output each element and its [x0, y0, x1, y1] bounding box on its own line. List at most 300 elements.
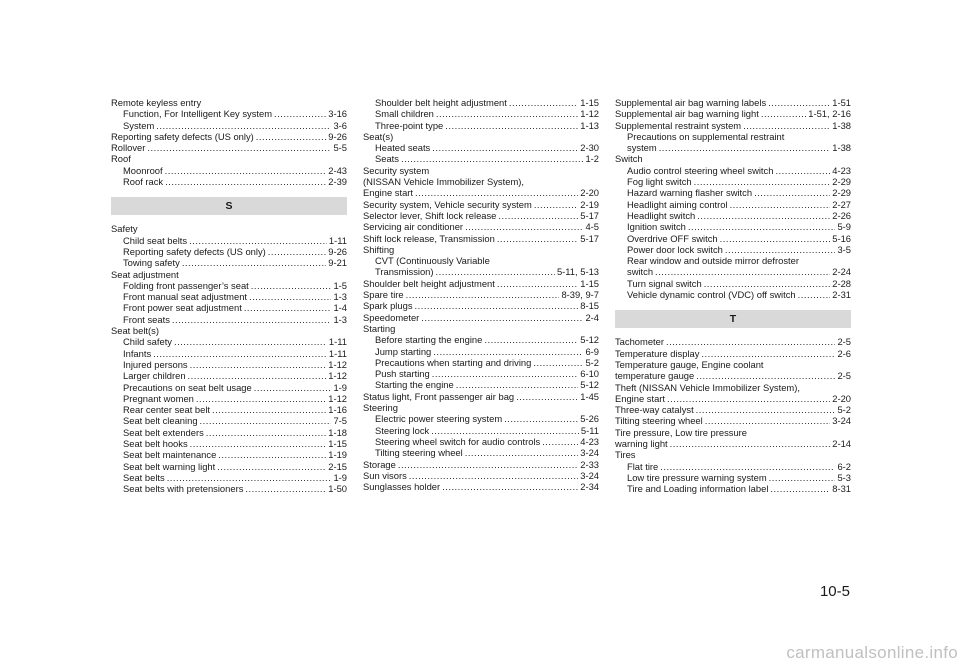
dot-leader — [542, 436, 578, 447]
index-subentry — [363, 368, 599, 379]
page-reference: 2-30 — [580, 142, 599, 154]
dot-leader — [666, 336, 835, 347]
page-reference: 1-2 — [585, 153, 599, 165]
dot-leader — [696, 404, 836, 415]
dot-leader — [268, 246, 326, 257]
page-reference: 2-43 — [328, 164, 347, 176]
dot-leader — [659, 142, 831, 153]
dot-leader — [704, 278, 831, 289]
index-subentry — [111, 336, 347, 347]
dot-leader — [432, 142, 578, 153]
index-subentry — [615, 187, 851, 198]
page-reference: 2-20 — [832, 392, 851, 404]
entry-text: Roof rack — [123, 176, 164, 188]
page-reference: 1-9 — [333, 381, 347, 393]
page-reference: 6-10 — [580, 368, 599, 380]
entry-text: Three-way catalyst — [615, 404, 694, 416]
index-entry — [363, 289, 599, 300]
index-entry — [363, 187, 599, 198]
index-subentry — [363, 142, 599, 153]
entry-text: Supplemental restraint system — [615, 119, 742, 131]
index-entry — [615, 382, 851, 393]
index-entry — [615, 427, 851, 438]
index-entry — [363, 176, 599, 187]
index-subentry — [615, 131, 851, 142]
dot-leader — [189, 235, 327, 246]
page-reference: 4-23 — [580, 435, 599, 447]
page-reference: 9-26 — [328, 130, 347, 142]
index-entry — [363, 402, 599, 413]
page-reference: 3-24 — [832, 415, 851, 427]
page-reference: 9-21 — [328, 257, 347, 269]
entry-text: Precautions on supplemental restraint — [627, 130, 785, 142]
dot-leader — [694, 176, 831, 187]
index-subentry — [615, 165, 851, 176]
page-reference: 5-5 — [333, 142, 347, 154]
page-reference: 4-5 — [585, 221, 599, 233]
page-reference: 2-26 — [832, 209, 851, 221]
entry-text: Transmission) — [375, 266, 434, 278]
dot-leader — [436, 266, 555, 277]
entry-text: Seat(s) — [363, 130, 394, 142]
page-reference: 7-5 — [333, 415, 347, 427]
dot-leader — [655, 266, 830, 277]
index-entry — [111, 153, 347, 164]
page-reference: 1-15 — [580, 277, 599, 289]
index-subentry — [111, 302, 347, 313]
dot-leader — [256, 131, 326, 142]
dot-leader — [147, 142, 331, 153]
entry-text: (NISSAN Vehicle Immobilizer System), — [363, 176, 524, 188]
index-subentry — [615, 233, 851, 244]
watermark: carmanualsonline.info — [786, 643, 958, 662]
index-subentry — [363, 357, 599, 368]
entry-text: Seat belts with pretensioners — [123, 483, 244, 495]
index-subentry — [111, 235, 347, 246]
index-entry — [363, 278, 599, 289]
page-reference: 1-12 — [328, 358, 347, 370]
page-reference: 1-19 — [328, 449, 347, 461]
dot-leader — [153, 348, 327, 359]
index-entry — [615, 370, 851, 381]
entry-text: Tire and Loading information label — [627, 483, 769, 495]
dot-leader — [432, 368, 579, 379]
index-subentry — [111, 348, 347, 359]
page-reference: 1-16 — [328, 404, 347, 416]
index-entry — [111, 269, 347, 280]
entry-text: Jump starting — [375, 345, 432, 357]
entry-text: Spare tire — [363, 289, 404, 301]
entry-text: Front manual seat adjustment — [123, 291, 248, 303]
dot-leader — [754, 187, 830, 198]
index-entry — [111, 142, 347, 153]
page-reference: 5-17 — [580, 209, 599, 221]
entry-text: Flat tire — [627, 460, 659, 472]
page-reference: 2-27 — [832, 198, 851, 210]
page-reference: 2-31 — [832, 289, 851, 301]
index-subentry — [615, 199, 851, 210]
index-subentry — [615, 483, 851, 494]
index-subentry — [363, 425, 599, 436]
entry-text: temperature gauge — [615, 370, 695, 382]
entry-text: Steering lock — [375, 424, 430, 436]
index-subentry — [615, 461, 851, 472]
page-reference: 2-34 — [580, 481, 599, 493]
index-subentry — [111, 280, 347, 291]
index-entry — [615, 449, 851, 460]
index-subentry — [615, 210, 851, 221]
dot-leader — [433, 346, 583, 357]
page-reference: 1-45 — [580, 390, 599, 402]
page-reference: 1-15 — [328, 438, 347, 450]
page-reference: 1-18 — [328, 426, 347, 438]
index-entry — [615, 415, 851, 426]
index-subentry — [111, 404, 347, 415]
entry-text: Precautions on seat belt usage — [123, 381, 252, 393]
index-subentry — [363, 266, 599, 277]
index-entry — [615, 97, 851, 108]
dot-leader — [701, 348, 835, 359]
entry-text: Folding front passenger’s seat — [123, 279, 249, 291]
entry-text: Infants — [123, 347, 152, 359]
dot-leader — [696, 370, 835, 381]
page-reference: 2-33 — [580, 458, 599, 470]
dot-leader — [509, 97, 578, 108]
page-reference: 1-51, 2-16 — [808, 108, 851, 120]
entry-text: Reporting safety defects (US only) — [111, 130, 254, 142]
dot-leader — [421, 312, 583, 323]
index-entry — [615, 108, 851, 119]
entry-text: Status light, Front passenger air bag — [363, 390, 515, 402]
index-entry — [615, 120, 851, 131]
entry-text: Sun visors — [363, 469, 407, 481]
entry-text: Electric power steering system — [375, 413, 503, 425]
section-letter-header: S — [111, 197, 347, 215]
dot-leader — [244, 302, 332, 313]
dot-leader — [156, 120, 331, 131]
dot-leader — [705, 415, 831, 426]
index-entry — [363, 244, 599, 255]
dot-leader — [196, 393, 326, 404]
dot-leader — [436, 108, 578, 119]
dot-leader — [182, 257, 326, 268]
entry-text: Security system, Vehicle security system — [363, 198, 532, 210]
index-entry — [363, 459, 599, 470]
entry-text: Overdrive OFF switch — [627, 232, 718, 244]
index-subentry — [363, 108, 599, 119]
entry-text: Tires — [615, 449, 636, 461]
entry-text: Push starting — [375, 368, 430, 380]
index-entry — [363, 131, 599, 142]
dot-leader — [167, 472, 332, 483]
page-reference: 2-14 — [832, 438, 851, 450]
entry-text: Rear center seat belt — [123, 404, 211, 416]
page-reference: 1-5 — [333, 279, 347, 291]
index-column-2 — [363, 97, 599, 492]
entry-text: Seat belt warning light — [123, 460, 216, 472]
entry-text: Shoulder belt height adjustment — [375, 97, 507, 108]
dot-leader — [217, 461, 326, 472]
page-reference: 2-15 — [328, 460, 347, 472]
entry-text: Engine start — [363, 187, 414, 199]
index-subentry — [111, 382, 347, 393]
entry-text: Ignition switch — [627, 221, 686, 233]
entry-text: Child seat belts — [123, 234, 188, 246]
page-reference: 1-51 — [832, 97, 851, 108]
page-reference: 8-39, 9-7 — [561, 289, 599, 301]
entry-text: Hazard warning flasher switch — [627, 187, 753, 199]
index-subentry — [111, 176, 347, 187]
dot-leader — [516, 391, 578, 402]
page-reference: 1-50 — [328, 483, 347, 495]
entry-text: Shift lock release, Transmission — [363, 232, 495, 244]
dot-leader — [190, 359, 327, 370]
index-subentry — [111, 393, 347, 404]
dot-leader — [174, 336, 327, 347]
index-subentry — [615, 221, 851, 232]
index-entry — [363, 300, 599, 311]
entry-text: Shoulder belt height adjustment — [363, 277, 495, 289]
dot-leader — [497, 278, 578, 289]
entry-text: Small children — [375, 108, 434, 120]
index-subentry — [615, 176, 851, 187]
page-reference: 2-5 — [837, 370, 851, 382]
index-subentry — [615, 266, 851, 277]
index-entry — [363, 470, 599, 481]
entry-text: warning light — [615, 438, 668, 450]
dot-leader — [254, 382, 332, 393]
entry-text: Sunglasses holder — [363, 481, 441, 493]
entry-text: Supplemental air bag warning labels — [615, 97, 767, 108]
entry-text: Starting the engine — [375, 379, 454, 391]
dot-leader — [212, 404, 326, 415]
index-entry — [363, 481, 599, 492]
index-entry — [111, 325, 347, 336]
dot-leader — [406, 289, 560, 300]
entry-text: Temperature gauge, Engine coolant — [615, 358, 764, 370]
dot-leader — [415, 300, 579, 311]
index-subentry — [111, 120, 347, 131]
page-reference: 5-26 — [580, 413, 599, 425]
index-subentry — [615, 142, 851, 153]
entry-text: Spark plugs — [363, 300, 413, 312]
entry-text: Tilting steering wheel — [615, 415, 703, 427]
index-subentry — [615, 472, 851, 483]
index-subentry — [363, 120, 599, 131]
index-subentry — [615, 255, 851, 266]
entry-text: Pregnant women — [123, 392, 194, 404]
entry-text: Turn signal switch — [627, 277, 702, 289]
entry-text: System — [123, 119, 155, 131]
dot-leader — [769, 472, 836, 483]
index-subentry — [363, 379, 599, 390]
page-reference: 2-29 — [832, 187, 851, 199]
entry-text: Steering — [363, 402, 398, 414]
index-subentry — [111, 427, 347, 438]
page-reference: 1-11 — [328, 347, 347, 359]
dot-leader — [504, 413, 578, 424]
dot-leader — [484, 334, 578, 345]
entry-text: Switch — [615, 153, 643, 165]
page-reference: 1-15 — [580, 97, 599, 108]
dot-leader — [251, 280, 332, 291]
entry-text: Shifting — [363, 243, 395, 255]
entry-text: Theft (NISSAN Vehicle Immobilizer System), — [615, 381, 800, 393]
entry-text: Fog light switch — [627, 176, 692, 188]
index-subentry — [111, 359, 347, 370]
dot-leader — [720, 233, 831, 244]
page-reference: 1-11 — [328, 234, 347, 246]
dot-leader — [409, 470, 578, 481]
index-subentry — [111, 449, 347, 460]
index-subentry — [363, 346, 599, 357]
index-subentry — [111, 472, 347, 483]
entry-text: Security system — [363, 164, 430, 176]
index-entry — [363, 165, 599, 176]
index-subentry — [111, 291, 347, 302]
dot-leader — [249, 291, 331, 302]
index-column-3 — [615, 97, 851, 495]
page-reference: 5-9 — [837, 221, 851, 233]
entry-text: Headlight switch — [627, 209, 696, 221]
dot-leader — [431, 425, 579, 436]
entry-text: Low tire pressure warning system — [627, 471, 767, 483]
page-reference: 2-19 — [580, 198, 599, 210]
index-entry — [615, 359, 851, 370]
dot-leader — [456, 379, 579, 390]
entry-text: switch — [627, 266, 654, 278]
page-reference: 6-9 — [585, 345, 599, 357]
entry-text: Power door lock switch — [627, 243, 723, 255]
entry-text: Seat belt(s) — [111, 325, 159, 337]
page-reference: 8-15 — [580, 300, 599, 312]
index-entry — [615, 393, 851, 404]
index-entry — [363, 323, 599, 334]
page-reference: 4-23 — [832, 164, 851, 176]
entry-text: CVT (Continuously Variable — [375, 255, 490, 267]
index-entry — [363, 221, 599, 232]
entry-text: Injured persons — [123, 358, 188, 370]
entry-text: Moonroof — [123, 164, 163, 176]
index-subentry — [363, 153, 599, 164]
entry-text: Before starting the engine — [375, 334, 483, 346]
entry-text: Starting — [363, 322, 396, 334]
dot-leader — [172, 314, 332, 325]
page-reference: 1-38 — [832, 142, 851, 154]
entry-text: Temperature display — [615, 347, 700, 359]
entry-text: Seat belt hooks — [123, 438, 188, 450]
index-subentry — [111, 461, 347, 472]
page-reference: 1-12 — [328, 370, 347, 382]
page-reference: 5-11 — [580, 424, 599, 436]
dot-leader — [775, 165, 830, 176]
dot-leader — [274, 108, 326, 119]
dot-leader — [667, 393, 830, 404]
page-reference: 2-5 — [837, 336, 851, 348]
index-entry — [615, 153, 851, 164]
page-reference: 3-16 — [328, 108, 347, 120]
entry-text: Selector lever, Shift lock release — [363, 209, 497, 221]
dot-leader — [188, 370, 327, 381]
dot-leader — [688, 221, 836, 232]
entry-text: Engine start — [615, 392, 666, 404]
dot-leader — [497, 233, 578, 244]
dot-leader — [498, 210, 578, 221]
entry-text: Rollover — [111, 142, 146, 154]
page-reference: 5-11, 5-13 — [556, 266, 599, 278]
page-reference: 3-24 — [580, 447, 599, 459]
index-subentry — [111, 483, 347, 494]
page-reference: 3-5 — [837, 243, 851, 255]
index-entry — [111, 223, 347, 234]
index-entry — [363, 312, 599, 323]
section-letter-header: T — [615, 310, 851, 328]
entry-text: Seat belt maintenance — [123, 449, 217, 461]
index-subentry — [363, 413, 599, 424]
dot-leader — [768, 97, 830, 108]
page-reference: 5-12 — [580, 334, 599, 346]
dot-leader — [730, 199, 831, 210]
dot-leader — [761, 108, 806, 119]
page-reference: 2-20 — [580, 187, 599, 199]
page-reference: 1-4 — [333, 302, 347, 314]
entry-text: Remote keyless entry — [111, 97, 202, 108]
index-subentry — [615, 278, 851, 289]
dot-leader — [401, 153, 583, 164]
dot-leader — [415, 187, 578, 198]
page-reference: 1-11 — [328, 336, 347, 348]
index-column-1 — [111, 97, 347, 495]
entry-text: Towing safety — [123, 257, 180, 269]
index-subentry — [363, 447, 599, 458]
dot-leader — [725, 244, 836, 255]
index-subentry — [363, 97, 599, 108]
entry-text: Three-point type — [375, 119, 444, 131]
page-reference: 1-12 — [580, 108, 599, 120]
index-entry — [615, 348, 851, 359]
dot-leader — [770, 483, 830, 494]
index-subentry — [363, 334, 599, 345]
page-reference: 5-3 — [837, 471, 851, 483]
index-entry — [111, 97, 347, 108]
page-reference: 5-16 — [832, 232, 851, 244]
page-reference: 1-38 — [832, 119, 851, 131]
dot-leader — [534, 199, 578, 210]
page-reference: 2-29 — [832, 176, 851, 188]
page-reference: 1-12 — [328, 392, 347, 404]
index-entry — [363, 233, 599, 244]
page-reference: 1-9 — [333, 471, 347, 483]
dot-leader — [206, 427, 326, 438]
page-reference: 5-2 — [585, 356, 599, 368]
index-subentry — [111, 108, 347, 119]
entry-text: Speedometer — [363, 311, 420, 323]
index-entry — [363, 199, 599, 210]
entry-text: Seat belt cleaning — [123, 415, 198, 427]
index-subentry — [111, 165, 347, 176]
page-reference: 2-39 — [328, 176, 347, 188]
page-reference: 5-12 — [580, 379, 599, 391]
page-reference: 1-13 — [580, 119, 599, 131]
entry-text: Roof — [111, 153, 131, 165]
dot-leader — [190, 438, 327, 449]
entry-text: Headlight aiming control — [627, 198, 728, 210]
entry-text: Supplemental air bag warning light — [615, 108, 759, 120]
page-reference: 2-6 — [837, 347, 851, 359]
index-subentry — [111, 415, 347, 426]
entry-text: Seats — [375, 153, 399, 165]
index-subentry — [111, 246, 347, 257]
